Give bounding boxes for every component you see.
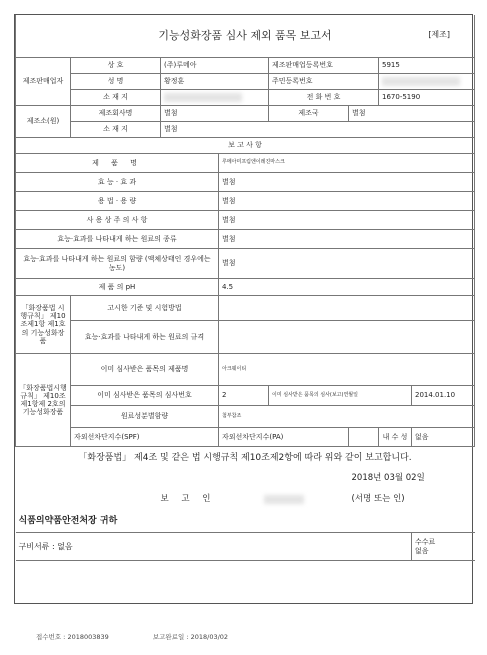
receipt-number: 접수번호 : 2018003839 xyxy=(36,633,109,641)
trade-name-label: 상 호 xyxy=(71,58,161,74)
footer xyxy=(36,632,270,641)
report-form xyxy=(14,14,473,604)
trade-name-value: (주)루메아 xyxy=(161,58,269,74)
resident-no-label: 주민등록번호 xyxy=(269,74,379,90)
phone-label: 전 화 번 호 xyxy=(269,90,379,106)
manufacturer-group-label: 제조판매업자 xyxy=(16,58,71,106)
address-value xyxy=(161,90,269,106)
caution-value: 별첨 xyxy=(219,211,475,230)
rep-name-value: 황정훈 xyxy=(161,74,269,90)
pa-label: 자외선차단지수(PA) xyxy=(219,428,349,447)
form-title-cell xyxy=(16,15,475,58)
ingredient-amount-value: 별첨 xyxy=(219,249,475,279)
report-date: 2018년 03월 02일 xyxy=(351,472,425,483)
method-label: 고시한 기준 및 시험방법 xyxy=(71,296,219,321)
water-value: 없음 xyxy=(412,428,475,447)
maker-name-label: 제조회사명 xyxy=(71,106,161,122)
report-complete-date: 보고완료일 : 2018/03/02 xyxy=(152,633,229,641)
caution-label: 사 용 상 주 의 사 항 xyxy=(16,211,219,230)
ph-label: 제 품 의 pH xyxy=(16,279,219,296)
reporter-sign: (서명 또는 인) xyxy=(351,493,405,504)
maker-name-value: 별첨 xyxy=(161,106,269,122)
reg-no-value: 5915 xyxy=(379,58,475,74)
phone-value: 1670-5190 xyxy=(379,90,475,106)
rep-name-label: 성 명 xyxy=(71,74,161,90)
ph-value: 4.5 xyxy=(219,279,475,296)
spf-label: 자외선차단지수(SPF) xyxy=(71,428,219,447)
fee-cell xyxy=(412,533,475,561)
resident-no-value xyxy=(379,74,475,90)
ingredient-value: 첨부참조 xyxy=(219,406,475,428)
effect-value: 별첨 xyxy=(219,173,475,192)
form-type-tag: [제조] xyxy=(428,30,451,39)
report-section-header: 보 고 사 항 xyxy=(16,138,475,154)
maker-address-value: 별첨 xyxy=(161,122,475,138)
maker-address-label: 소 재 지 xyxy=(71,122,161,138)
prior-product-label: 이미 심사받은 품목의 제품명 xyxy=(71,354,219,386)
reporter-label: 보 고 인 xyxy=(160,493,216,504)
maker-country-value: 별첨 xyxy=(349,106,475,122)
prior-date-label: 이미 심사받은 품목의 심사(보고)연월일 xyxy=(269,386,412,406)
spec-label: 효능·효과를 나타내게 하는 원료의 규격 xyxy=(71,321,219,354)
prior-no-value: 2 xyxy=(219,386,269,406)
effect-label: 효 능 · 효 과 xyxy=(16,173,219,192)
ingredient-type-label: 효능·효과를 나타내게 하는 원료의 종류 xyxy=(16,230,219,249)
usage-value: 별첨 xyxy=(219,192,475,211)
prior-no-label: 이미 심사받은 품목의 심사번호 xyxy=(71,386,219,406)
spec-value xyxy=(219,321,475,354)
attachment-label: 구비서류 : 없음 xyxy=(16,533,412,561)
rule2-group-label: 「화장품법시행규칙」 제10조제1항제 2호의기능성화장품 xyxy=(16,354,71,447)
addressee: 식품의약품안전처장 귀하 xyxy=(18,516,118,527)
pa-value xyxy=(349,428,379,447)
product-name-value: 루메아미프림엔이레진마스크 xyxy=(219,154,475,173)
maker-group-label: 제조소(원) xyxy=(16,106,71,138)
form-table xyxy=(15,15,475,561)
ingredient-amount-label: 효능·효과를 나타내게 하는 원료의 함량 (액체상태인 경우에는 농도) xyxy=(16,249,219,279)
redacted-mark xyxy=(382,77,460,86)
prior-date-value: 2014.01.10 xyxy=(412,386,475,406)
water-label: 내 수 성 xyxy=(379,428,412,447)
redacted-mark xyxy=(264,495,304,504)
form-title: 기능성화장품 심사 제외 품목 보고서 xyxy=(158,28,332,42)
declaration-text: 「화장품법」 제4조 및 같은 법 시행규칙 제10조제2항에 따라 위와 같이 보고합니다. xyxy=(78,452,412,463)
address-label: 소 재 지 xyxy=(71,90,161,106)
fee-value: 없음 xyxy=(415,546,429,555)
fee-label: 수수료 xyxy=(415,538,436,547)
method-value xyxy=(219,296,475,321)
rule1-group-label: 「화장품법 시행규칙」 제10조제1항 제1호의 기능성화장품 xyxy=(16,296,71,354)
ingredient-label: 원료성분별함량 xyxy=(71,406,219,428)
ingredient-type-value: 별첨 xyxy=(219,230,475,249)
reg-no-label: 제조판매업등록번호 xyxy=(269,58,379,74)
redacted-mark xyxy=(164,93,242,102)
usage-label: 용 법 · 용 량 xyxy=(16,192,219,211)
prior-product-value: 아크웨이티 xyxy=(219,354,475,386)
product-name-label: 제 품 명 xyxy=(16,154,219,173)
maker-country-label: 제조국 xyxy=(269,106,349,122)
reporter-name xyxy=(219,489,349,511)
